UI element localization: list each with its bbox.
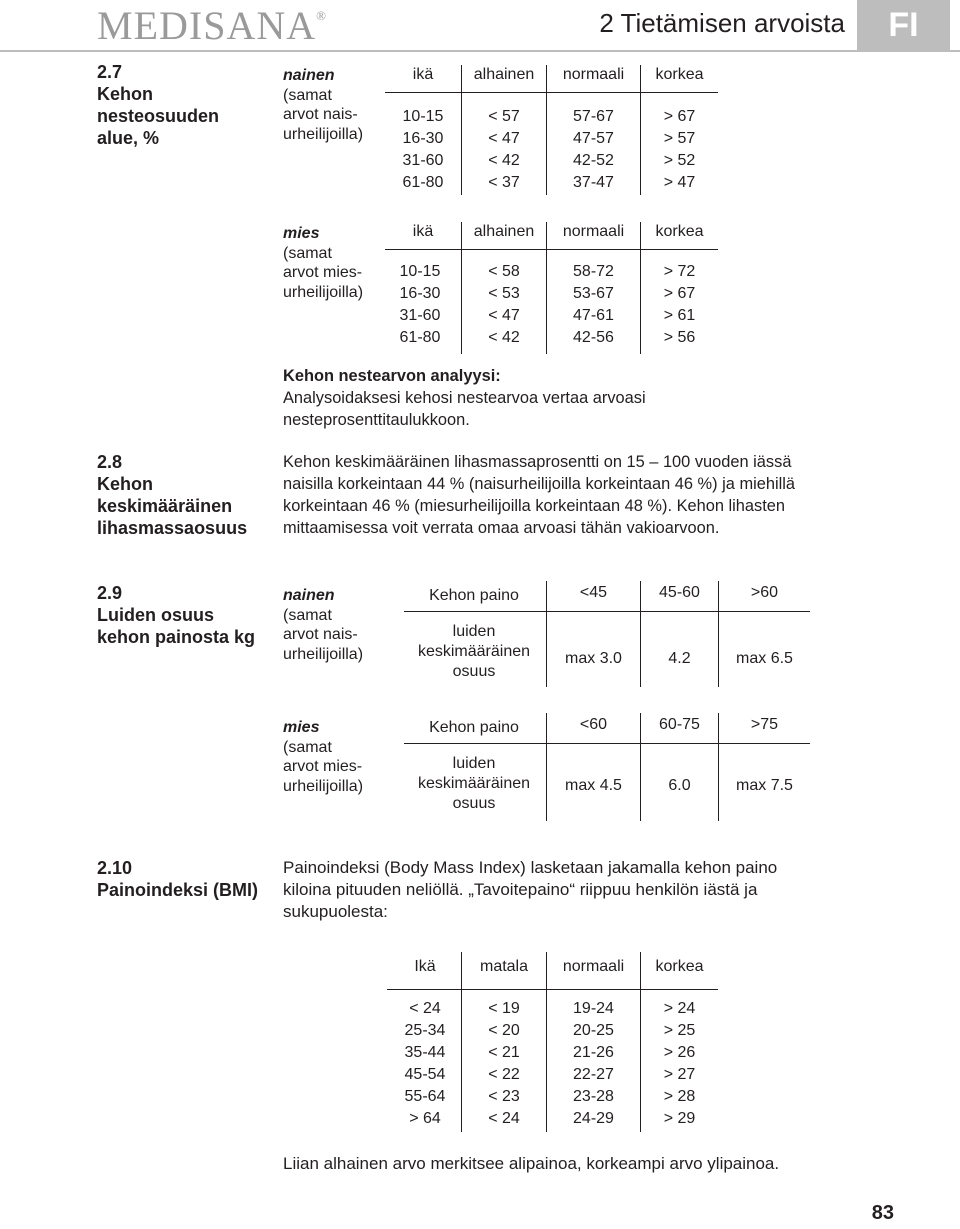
analysis-line: Analysoidaksesi kehosi nestearvoa vertaa arvoasi	[283, 389, 646, 407]
table-cell: > 28	[663, 1088, 696, 1105]
table-cell: 47-61	[573, 307, 614, 324]
table-cell: < 42	[488, 329, 520, 346]
table-cell: 10-15	[402, 108, 444, 125]
column-header: normaali	[562, 66, 625, 83]
table-cell: < 20	[488, 1022, 520, 1039]
paragraph-line: mittaamisessa voit verrata omaa arvoasi tähän vakioarvoon.	[283, 519, 720, 537]
table-cell: > 57	[663, 130, 696, 147]
table-cell: max 4.5	[565, 777, 622, 794]
column-header: alhainen	[473, 223, 535, 240]
table-cell: > 67	[663, 285, 696, 302]
paragraph-line: kiloina pituuden neliöllä. „Tavoitepaino“ riippuu henkilön iästä ja	[283, 880, 758, 899]
table-cell: 55-64	[404, 1088, 446, 1105]
column-header: korkea	[655, 958, 704, 975]
table-cell: 19-24	[573, 1000, 614, 1017]
table-header-rule	[385, 92, 718, 93]
bone-male-note: mies (samat arvot mies- urheilijoilla)	[283, 719, 364, 795]
bmi-footnote: Liian alhainen arvo merkitsee alipainoa, korkeampi arvo ylipainoa.	[283, 1154, 780, 1173]
table-cell: > 67	[663, 108, 696, 125]
row-header: Kehon paino	[429, 719, 519, 736]
table-cell: 53-67	[573, 285, 614, 302]
column-header: >60	[750, 584, 779, 601]
table-cell: 42-52	[573, 152, 614, 169]
table-cell: max 7.5	[736, 777, 793, 794]
table-cell: 47-57	[573, 130, 614, 147]
bone-female-note: nainen (samat arvot nais- urheilijoilla)	[283, 587, 364, 663]
table-cell: < 24	[409, 1000, 441, 1017]
table-cell: > 52	[663, 152, 696, 169]
column-header: korkea	[655, 66, 704, 83]
table-cell: < 53	[488, 285, 520, 302]
table-cell: 57-67	[573, 108, 614, 125]
column-header: 60-75	[659, 716, 700, 733]
paragraph-line: Kehon keskimääräinen lihasmassaprosentti on 15 – 100 vuoden iässä	[283, 453, 792, 471]
table-cell: > 47	[663, 174, 696, 191]
table-cell: < 37	[488, 174, 520, 191]
section-2-8-title: 2.8 Kehon keskimääräinen lihasmassaosuus	[97, 452, 248, 538]
table-cell: max 3.0	[565, 650, 622, 667]
table-cell: 37-47	[573, 174, 614, 191]
table-cell: > 61	[663, 307, 696, 324]
table-cell: < 21	[488, 1044, 520, 1061]
table-cell: < 42	[488, 152, 520, 169]
muscle-text	[283, 451, 883, 539]
water-analysis	[283, 365, 883, 431]
table-cell: > 64	[409, 1110, 441, 1127]
table-cell: 35-44	[404, 1044, 446, 1061]
table-cell: 42-56	[573, 329, 614, 346]
column-header: Ikä	[414, 958, 436, 975]
table-cell: > 56	[663, 329, 696, 346]
table-cell: 6.0	[668, 777, 691, 794]
language-tab: FI	[857, 0, 950, 52]
table-cell: 10-15	[399, 263, 441, 280]
table-cell: 61-80	[399, 329, 441, 346]
table-cell: < 23	[488, 1088, 520, 1105]
paragraph-line: korkeintaan 46 % (miesurheilijoilla korkeintaan 48 %). Kehon lihasten	[283, 497, 786, 515]
column-header: <45	[579, 584, 608, 601]
table-cell: < 47	[488, 130, 520, 147]
paragraph-line: sukupuolesta:	[283, 902, 388, 921]
column-header: ikä	[412, 66, 434, 83]
table-header-rule	[404, 611, 810, 612]
table-header-rule	[387, 989, 718, 990]
table-cell: < 47	[488, 307, 520, 324]
table-cell: < 57	[488, 108, 520, 125]
column-header: 45-60	[659, 584, 700, 601]
chapter-title: 2 Tietämisen arvoista	[599, 8, 845, 38]
section-2-7-title: 2.7 Kehon nesteosuuden alue, %	[97, 62, 220, 148]
row-header: Kehon paino	[429, 587, 519, 604]
table-cell: > 27	[663, 1066, 696, 1083]
table-cell: 58-72	[573, 263, 614, 280]
table-header-rule	[404, 743, 810, 744]
brand-logo: MEDISANA®	[97, 3, 328, 48]
table-cell: 4.2	[668, 650, 691, 667]
table-cell: 21-26	[573, 1044, 614, 1061]
water-female-note: nainen (samat arvot nais- urheilijoilla)	[283, 67, 364, 143]
row-header: luiden keskimääräinen osuus	[417, 623, 531, 680]
table-cell: 16-30	[402, 130, 444, 147]
page-number: 83	[871, 1202, 894, 1224]
table-cell: < 19	[488, 1000, 520, 1017]
bmi-text	[283, 857, 883, 923]
table-cell: 16-30	[399, 285, 441, 302]
table-cell: > 25	[663, 1022, 696, 1039]
analysis-line: nesteprosenttitaulukkoon.	[283, 411, 470, 429]
table-cell: 31-60	[402, 152, 444, 169]
paragraph-line: naisilla korkeintaan 44 % (naisurheilijoilla korkeintaan 46 %) ja miehillä	[283, 475, 796, 493]
table-cell: > 29	[663, 1110, 696, 1127]
table-cell: > 72	[663, 263, 696, 280]
section-2-9-title: 2.9 Luiden osuus kehon painosta kg	[97, 583, 256, 647]
table-cell: < 24	[488, 1110, 520, 1127]
table-cell: < 22	[488, 1066, 520, 1083]
table-cell: 61-80	[402, 174, 444, 191]
table-cell: < 58	[488, 263, 520, 280]
column-header: ikä	[412, 223, 434, 240]
column-header: >75	[750, 716, 779, 733]
table-cell: 23-28	[573, 1088, 614, 1105]
column-header: normaali	[562, 223, 625, 240]
water-male-note: mies (samat arvot mies- urheilijoilla)	[283, 225, 364, 301]
header-rule	[0, 50, 960, 52]
analysis-heading: Kehon nestearvon analyysi:	[283, 367, 501, 385]
row-header: luiden keskimääräinen osuus	[417, 755, 531, 812]
table-cell: 25-34	[404, 1022, 446, 1039]
table-header-rule	[385, 249, 718, 250]
table-cell: 45-54	[404, 1066, 446, 1083]
table-cell: 20-25	[573, 1022, 614, 1039]
table-cell: 24-29	[573, 1110, 614, 1127]
column-header: alhainen	[473, 66, 535, 83]
paragraph-line: Painoindeksi (Body Mass Index) lasketaan jakamalla kehon paino	[283, 858, 778, 877]
column-header: normaali	[562, 958, 625, 975]
table-cell: 31-60	[399, 307, 441, 324]
table-cell: > 26	[663, 1044, 696, 1061]
column-header: <60	[579, 716, 608, 733]
column-header: korkea	[655, 223, 704, 240]
table-cell: > 24	[663, 1000, 696, 1017]
section-2-10-title: 2.10 Painoindeksi (BMI)	[97, 858, 259, 900]
table-cell: 22-27	[573, 1066, 614, 1083]
column-header: matala	[479, 958, 529, 975]
table-cell: max 6.5	[736, 650, 793, 667]
